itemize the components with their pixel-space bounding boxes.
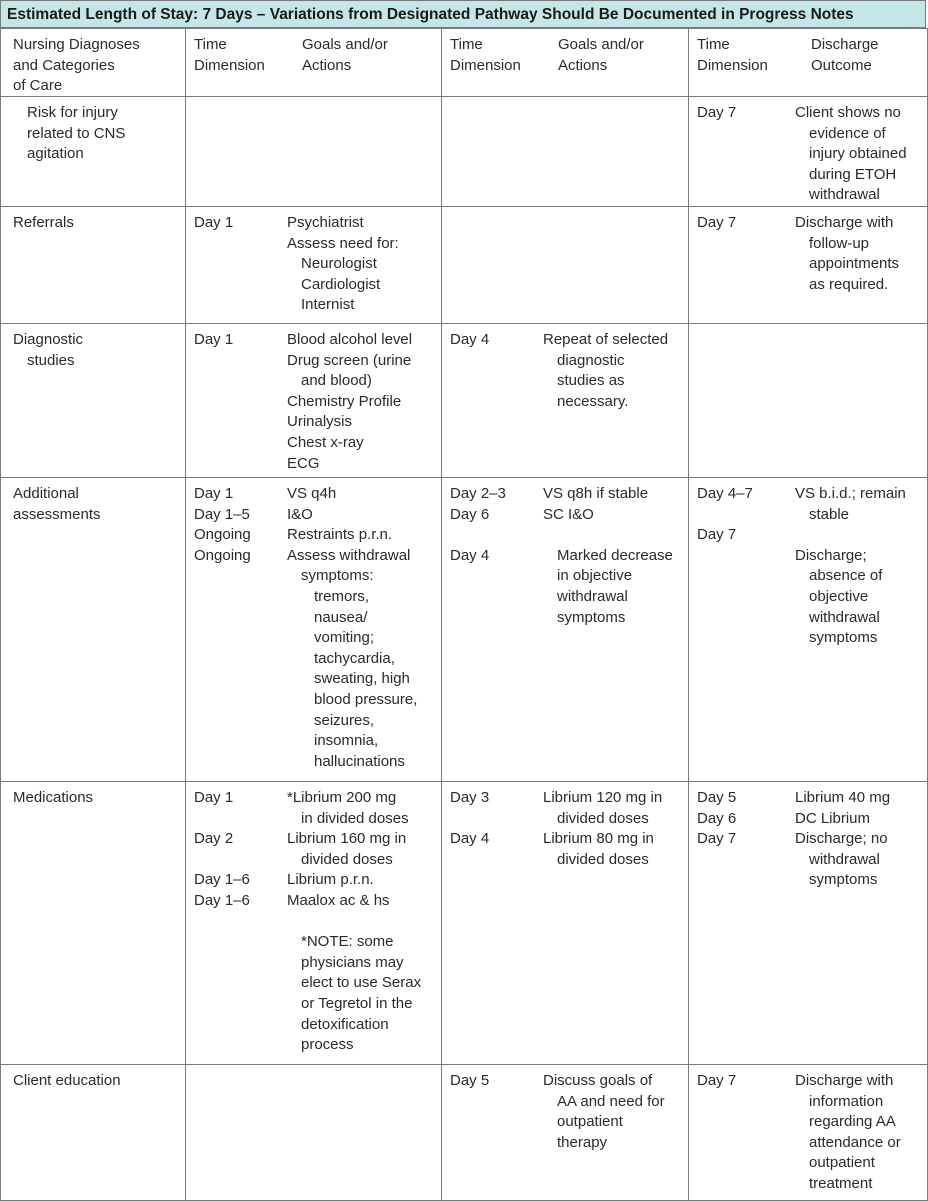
period-2-cell [442, 478, 689, 782]
goals-actions-line: Drug screen (urine [287, 351, 412, 369]
category-cell [1, 478, 186, 782]
discharge-outcome-line: appointments [809, 255, 900, 273]
category-label-line: studies [27, 351, 75, 369]
period-3-cell [689, 324, 928, 478]
category-label [13, 484, 101, 525]
category-label [13, 213, 74, 234]
goals-actions [287, 330, 412, 474]
category-heading [13, 35, 140, 97]
discharge-outcome-line: as required. [809, 275, 889, 293]
goals-actions-line: process [301, 1036, 354, 1054]
goals-actions-line: Cardiologist [301, 275, 381, 293]
goals-actions-line: elect to use Serax [301, 974, 422, 992]
time-dimension-line [450, 809, 489, 830]
discharge-outcome-line: symptoms [809, 629, 878, 647]
time-dimension [697, 103, 736, 124]
goals-actions-line: outpatient [557, 1113, 623, 1131]
goals-actions-line: blood pressure, [314, 690, 418, 708]
discharge-outcome-line: information [809, 1092, 884, 1110]
goals-actions-line: Marked decrease [557, 546, 673, 564]
goals-actions-line: Librium 80 mg in [543, 830, 654, 848]
discharge-outcome-line: Librium 40 mg [795, 789, 891, 806]
goals-actions-line: ECG [287, 454, 320, 472]
discharge-outcome-heading-line: Outcome [811, 56, 872, 74]
time-dimension-line: Day 1 [194, 331, 234, 348]
discharge-outcome-line: follow-up [809, 234, 870, 252]
discharge-outcome-line: attendance or [809, 1133, 901, 1151]
time-dimension-heading-line: Dimension [194, 56, 265, 74]
period-1-cell [186, 782, 442, 1065]
discharge-outcome [795, 1071, 901, 1195]
goals-actions-line: Librium 160 mg in [287, 830, 407, 848]
goals-actions-line: vomiting; [314, 629, 375, 647]
period-1-cell [186, 207, 442, 324]
time-dimension-line: Day 7 [697, 214, 737, 231]
category-cell [1, 782, 186, 1065]
time-dimension-line: Day 7 [697, 104, 737, 121]
goals-actions-line: symptoms [557, 608, 626, 626]
period-3-header [689, 29, 928, 97]
discharge-outcome-line: withdrawal [809, 608, 880, 626]
goals-actions-line: nausea/ [314, 608, 368, 626]
goals-actions-line: detoxification [301, 1015, 389, 1033]
time-dimension-line: Day 7 [697, 526, 737, 544]
discharge-outcome [795, 484, 906, 649]
time-dimension-line: Day 1–6 [194, 891, 250, 909]
goals-actions-line: Internist [301, 296, 355, 314]
goals-actions-line: VS q8h if stable [543, 485, 649, 502]
time-dimension-line: Day 2–3 [450, 485, 506, 502]
discharge-outcome-line: injury obtained [809, 145, 907, 163]
time-dimension-line: Day 7 [697, 1072, 737, 1089]
goals-actions-line: therapy [557, 1133, 608, 1151]
goals-actions [287, 788, 421, 1056]
time-dimension-line: Day 4–7 [697, 485, 753, 502]
period-1-cell [186, 97, 442, 207]
goals-actions-line: divided doses [557, 850, 649, 868]
goals-actions-line: sweating, high [314, 670, 410, 688]
period-2-cell [442, 207, 689, 324]
category-cell [1, 1065, 186, 1201]
table-row [1, 478, 928, 782]
time-dimension [450, 484, 506, 566]
time-dimension-line: Day 5 [697, 789, 737, 806]
discharge-outcome-line: outpatient [809, 1154, 875, 1172]
time-dimension-line: Ongoing [194, 546, 251, 564]
goals-actions-heading-line: Actions [558, 56, 608, 74]
time-dimension-line: Day 5 [450, 1072, 490, 1089]
goals-actions-line: Neurologist [301, 255, 377, 273]
goals-actions-line: in objective [557, 567, 633, 585]
time-dimension [697, 213, 736, 234]
time-dimension-line: Day 1 [194, 485, 234, 502]
goals-actions [543, 484, 673, 628]
time-dimension-line: Day 1–5 [194, 505, 250, 523]
period-2-cell [442, 97, 689, 207]
category-cell [1, 97, 186, 207]
time-dimension-line: Day 1 [194, 214, 234, 231]
table-row [1, 1065, 928, 1201]
goals-actions-line: necessary. [557, 392, 629, 410]
time-dimension-heading [194, 35, 265, 76]
discharge-outcome-line: evidence of [809, 124, 886, 142]
discharge-outcome-line: Client shows no [795, 104, 901, 121]
discharge-outcome-line: regarding AA [809, 1113, 896, 1131]
pathway-table [0, 28, 928, 1201]
goals-actions-line: Blood alcohol level [287, 331, 413, 348]
goals-actions-line: Assess withdrawal [287, 546, 411, 564]
period-3-cell [689, 478, 928, 782]
time-dimension-line: Ongoing [194, 526, 251, 544]
time-dimension [194, 484, 251, 566]
category-label-line: Risk for injury [27, 104, 118, 121]
goals-actions-line: Maalox ac & hs [287, 891, 390, 909]
time-dimension [194, 213, 233, 234]
discharge-outcome [795, 788, 890, 891]
time-dimension-line [450, 525, 506, 546]
goals-actions-line: Restraints p.r.n. [287, 526, 393, 544]
category-header [1, 29, 186, 97]
category-label-line: agitation [27, 145, 84, 163]
category-cell [1, 207, 186, 324]
discharge-outcome-line: during ETOH [809, 165, 897, 183]
time-dimension-line: Day 2 [194, 830, 234, 848]
discharge-outcome-line: VS b.i.d.; remain [795, 485, 906, 502]
discharge-outcome-line: withdrawal [809, 850, 880, 868]
time-dimension-line: Day 4 [450, 331, 490, 348]
time-dimension [697, 1071, 736, 1092]
goals-actions-line: hallucinations [314, 752, 405, 770]
discharge-outcome [795, 213, 899, 295]
goals-actions-line: tremors, [314, 587, 370, 605]
goals-actions [543, 788, 662, 870]
goals-actions [287, 213, 399, 316]
category-label-line: Diagnostic [13, 331, 84, 348]
goals-actions-line: divided doses [301, 850, 393, 868]
goals-actions-line: in divided doses [301, 809, 409, 827]
goals-actions [543, 330, 668, 412]
goals-actions [287, 484, 417, 772]
time-dimension-line: Day 3 [450, 789, 490, 806]
goals-actions-line: symptoms: [301, 567, 374, 585]
discharge-outcome-line: Discharge; [795, 546, 867, 564]
goals-actions-line: I&O [287, 505, 313, 523]
category-label [13, 103, 125, 165]
category-heading-line: Nursing Diagnoses [13, 36, 140, 53]
category-label-line: assessments [13, 505, 101, 523]
goals-actions-line: Chest x-ray [287, 433, 364, 451]
goals-actions-line: divided doses [557, 809, 649, 827]
period-3-cell [689, 207, 928, 324]
time-dimension [697, 788, 736, 850]
period-3-cell [689, 1065, 928, 1201]
category-cell [1, 324, 186, 478]
table-row [1, 207, 928, 324]
time-dimension-line: Day 1 [194, 789, 234, 806]
goals-actions-line: Librium 120 mg in [543, 789, 663, 806]
goals-actions-line: seizures, [314, 711, 375, 729]
goals-actions-heading-line: Goals and/or [302, 36, 388, 53]
pathway-banner: Estimated Length of Stay: 7 Days – Variations from Designated Pathway Should Be Documented in Progress Notes [0, 0, 926, 28]
category-heading-line: of Care [13, 77, 63, 95]
goals-actions-line: *Librium 200 mg [287, 789, 397, 806]
category-label-line: Referrals [13, 214, 74, 231]
goals-actions-line [543, 525, 673, 546]
period-3-cell [689, 97, 928, 207]
period-1-header [186, 29, 442, 97]
time-dimension [450, 1071, 489, 1092]
time-dimension-line: Day 7 [697, 830, 737, 848]
goals-actions-heading-line: Actions [302, 56, 352, 74]
goals-actions-line: SC I&O [543, 505, 594, 523]
table-row [1, 324, 928, 478]
time-dimension-heading-line: Time [194, 36, 227, 53]
goals-actions-line: Repeat of selected [543, 331, 669, 348]
discharge-outcome-line: treatment [809, 1174, 873, 1192]
goals-actions-line: studies as [557, 372, 625, 390]
time-dimension-line [194, 850, 250, 871]
time-dimension [450, 330, 489, 351]
goals-actions-line: insomnia, [314, 732, 379, 750]
discharge-outcome-line: stable [809, 505, 850, 523]
time-dimension-line: Day 1–6 [194, 871, 250, 889]
time-dimension-heading-line: Time [697, 36, 730, 53]
discharge-outcome-line: withdrawal [809, 186, 880, 204]
goals-actions-line: and blood) [301, 372, 372, 390]
goals-actions-line: Chemistry Profile [287, 392, 402, 410]
goals-actions-line: Urinalysis [287, 413, 353, 431]
time-dimension-heading-line: Dimension [450, 56, 521, 74]
time-dimension-heading-line: Dimension [697, 56, 768, 74]
goals-actions-line: *NOTE: some [301, 933, 394, 951]
goals-actions-line: Assess need for: [287, 234, 399, 252]
period-1-cell [186, 324, 442, 478]
period-1-cell [186, 478, 442, 782]
goals-actions-line: VS q4h [287, 485, 337, 502]
time-dimension [194, 330, 233, 351]
time-dimension-line [194, 809, 250, 830]
category-label-line: Client education [13, 1072, 121, 1089]
period-2-cell [442, 782, 689, 1065]
discharge-outcome-heading [811, 35, 879, 76]
goals-actions-heading [558, 35, 644, 76]
time-dimension-heading [450, 35, 521, 76]
category-label [13, 788, 93, 809]
discharge-outcome-line: Discharge with [795, 214, 894, 231]
goals-actions-line: Librium p.r.n. [287, 871, 374, 889]
time-dimension-line: Day 6 [450, 505, 490, 523]
time-dimension-heading [697, 35, 768, 76]
goals-actions-line: Psychiatrist [287, 214, 364, 231]
discharge-outcome-line: Discharge with [795, 1072, 894, 1089]
time-dimension-line [697, 505, 753, 526]
discharge-outcome-line: objective [809, 587, 869, 605]
goals-actions-heading-line: Goals and/or [558, 36, 644, 53]
goals-actions-line: Discuss goals of [543, 1072, 653, 1089]
time-dimension-heading-line: Time [450, 36, 483, 53]
time-dimension-line: Day 4 [450, 830, 490, 848]
goals-actions-heading [302, 35, 388, 76]
discharge-outcome-line: symptoms [809, 871, 878, 889]
goals-actions-line: physicians may [301, 953, 404, 971]
category-label-line: Medications [13, 789, 94, 806]
discharge-outcome-heading-line: Discharge [811, 36, 879, 53]
period-1-cell [186, 1065, 442, 1201]
period-2-cell [442, 1065, 689, 1201]
discharge-outcome-line: absence of [809, 567, 883, 585]
goals-actions-line: or Tegretol in the [301, 994, 413, 1012]
goals-actions [543, 1071, 665, 1153]
category-label-line: related to CNS [27, 124, 126, 142]
table-row [1, 782, 928, 1065]
goals-actions-line: diagnostic [557, 351, 625, 369]
category-heading-line: and Categories [13, 56, 115, 74]
time-dimension-line: Day 4 [450, 546, 490, 564]
discharge-outcome-line: DC Librium [795, 809, 871, 827]
period-2-header [442, 29, 689, 97]
category-label-line: Additional [13, 485, 79, 502]
goals-actions-line: AA and need for [557, 1092, 665, 1110]
goals-actions-line: withdrawal [557, 587, 628, 605]
goals-actions-line: tachycardia, [314, 649, 395, 667]
category-label [13, 1071, 121, 1092]
time-dimension [450, 788, 489, 850]
time-dimension-line: Day 6 [697, 809, 737, 827]
period-3-cell [689, 782, 928, 1065]
discharge-outcome-line: Discharge; no [795, 830, 888, 848]
period-2-cell [442, 324, 689, 478]
category-label [13, 330, 83, 371]
header-row [1, 29, 928, 97]
time-dimension [194, 788, 250, 912]
discharge-outcome [795, 103, 907, 206]
time-dimension [697, 484, 753, 546]
table-row [1, 97, 928, 207]
